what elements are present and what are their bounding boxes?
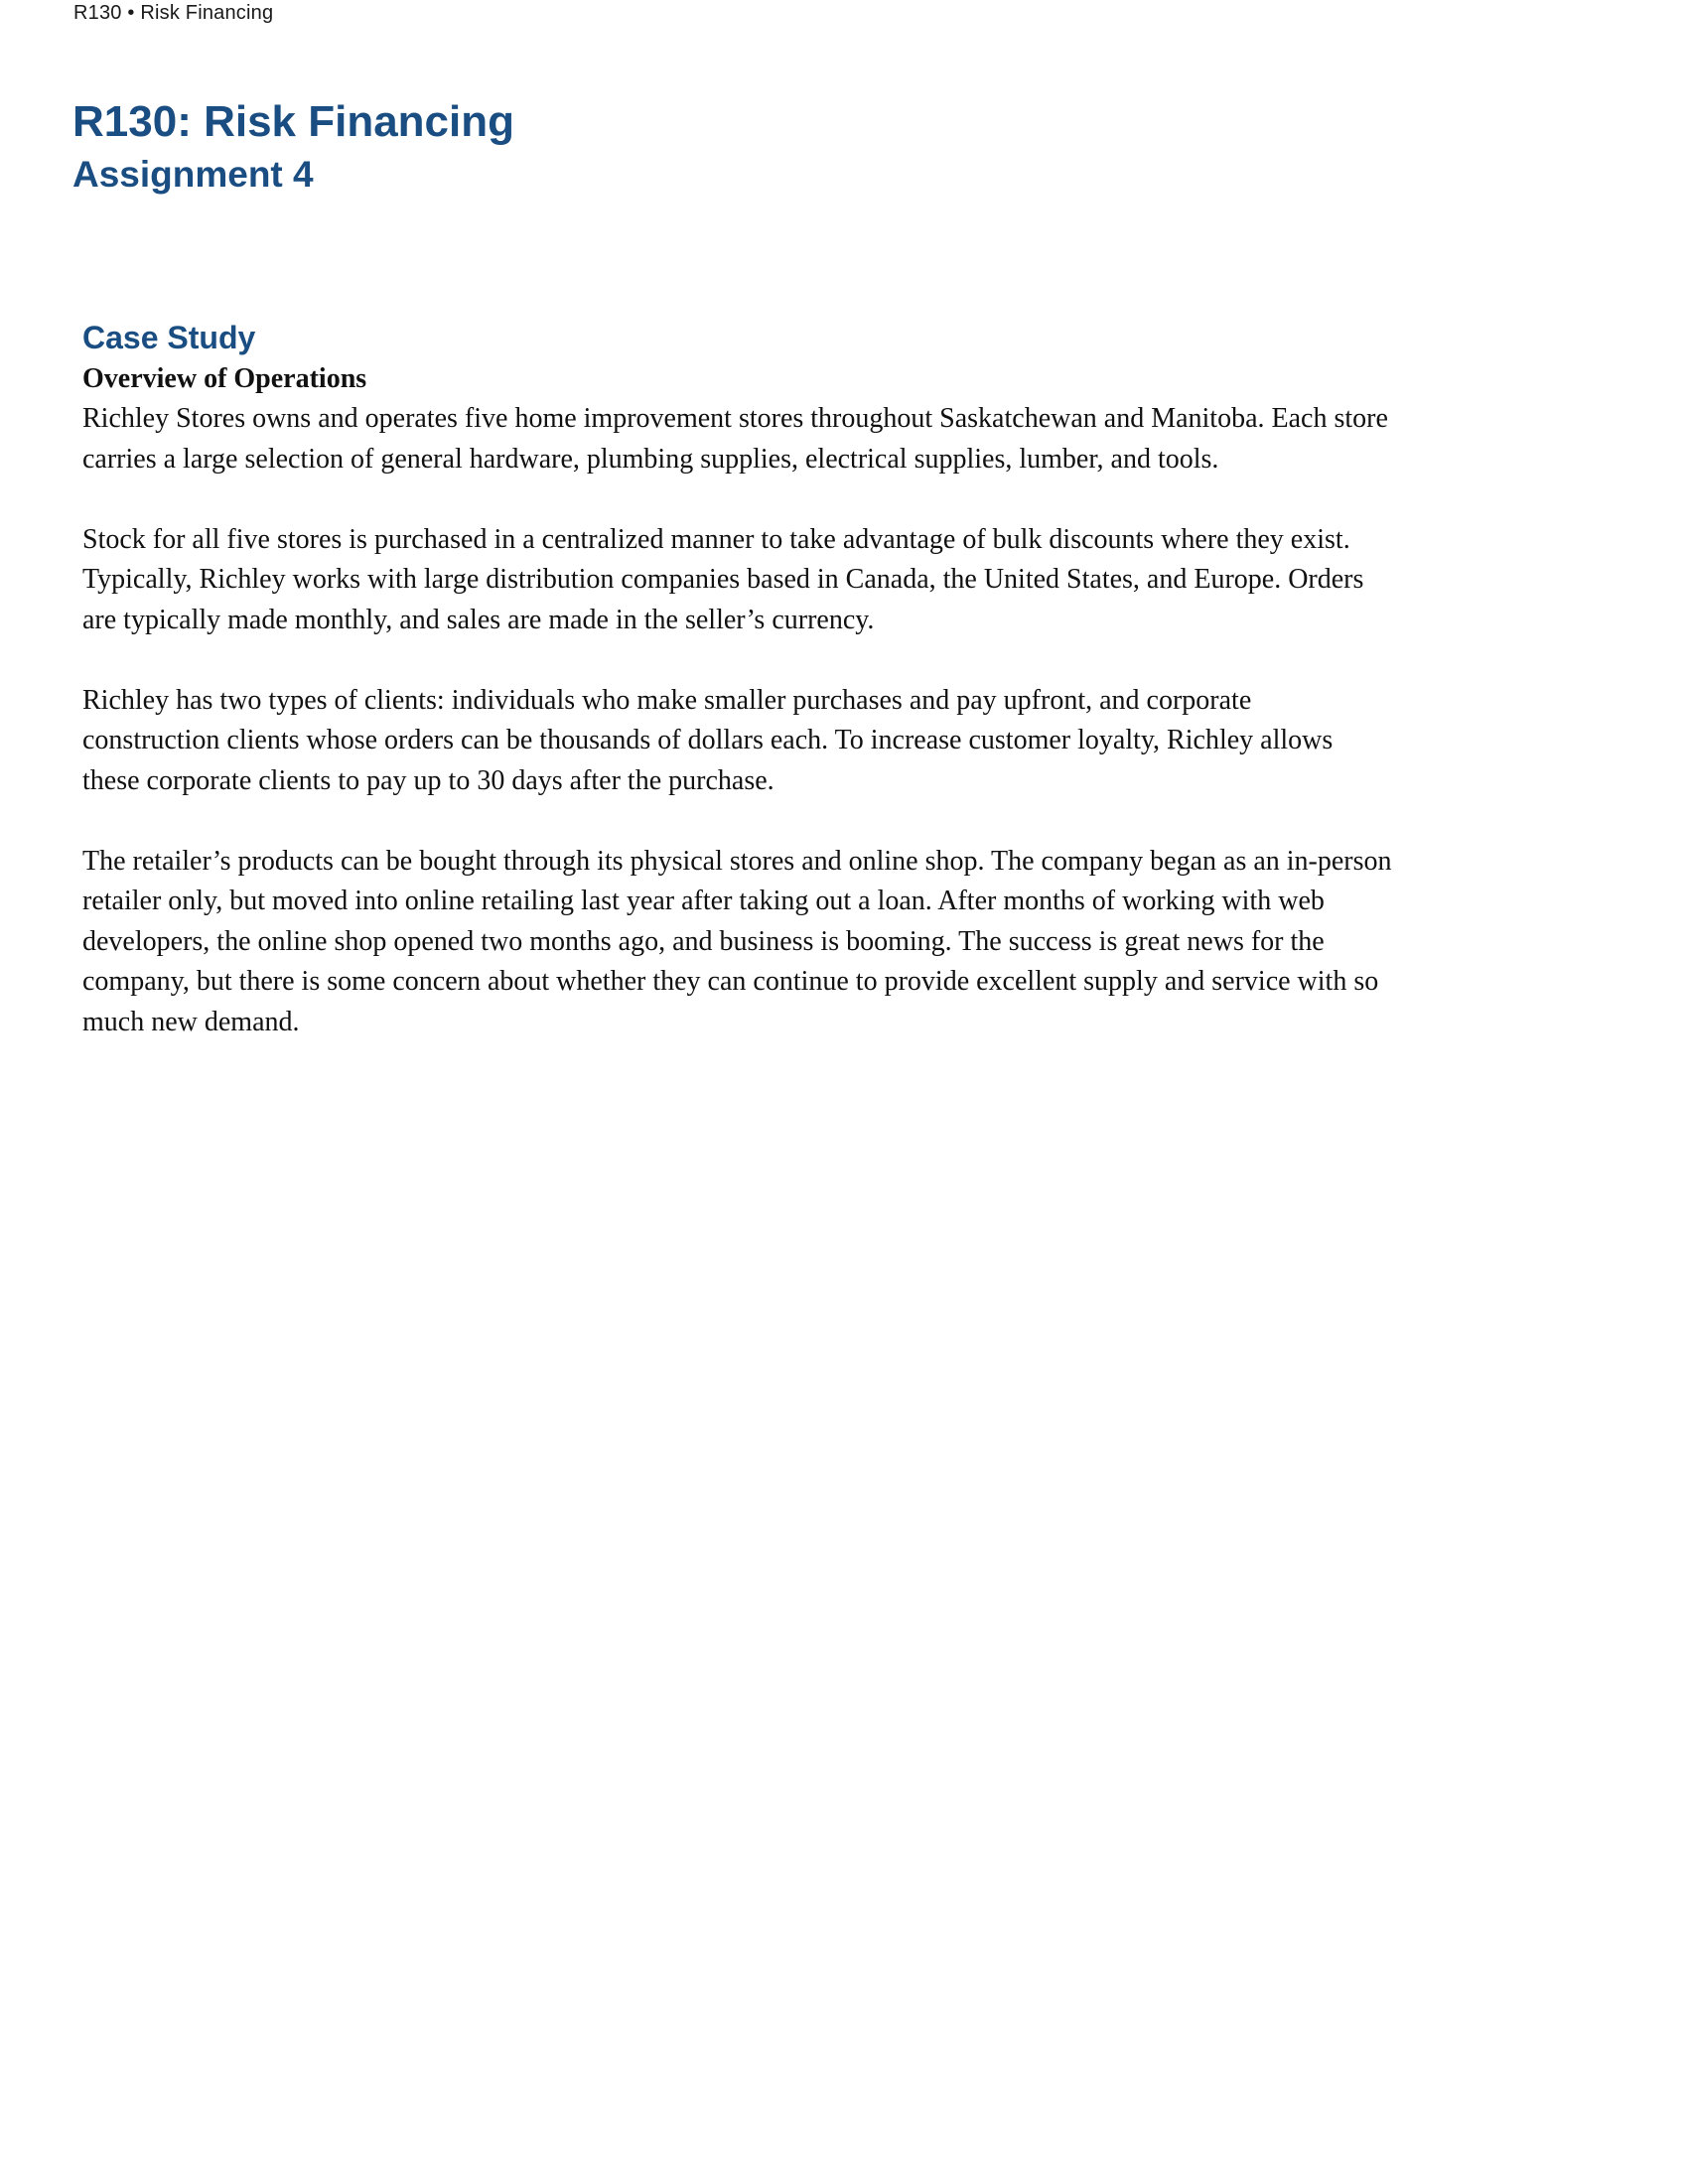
paragraph-clients: Richley has two types of clients: individuals who make smaller purchases and pay upfront, and corporate construction clients whose orders can be thousands of dollars each. To increase customer loyalty, Richley allows these corporate clients to pay up to 30 days after the purchase. (82, 684, 1334, 796)
assignment-subtitle: Assignment 4 (72, 154, 314, 195)
paragraph-purchasing: Stock for all five stores is purchased in a centralized manner to take advantage of bulk discounts where they exist. Typically, Richley works with large distribution companies based in Canada, the United States, and Europe. Orders are typically made monthly, and sales are made in the seller’s currency. (82, 523, 1364, 635)
page-title: R130: Risk Financing (72, 97, 515, 146)
paragraph-operations: Richley Stores owns and operates five home improvement stores throughout Saskatchewan and Manitoba. Each store carries a large selection of general hardware, plumbing supplies, electrical supplies, lumber, and tools. (82, 403, 1388, 475)
paragraph-online-shop: The retailer’s products can be bought through its physical stores and online shop. The company began as an in-person retailer only, but moved into online retailing last year after taking out a loan. After months of working with web developers, the online shop opened two months ago, and business is booming. The success is great news for the company, but there is some concern about whether they can continue to provide excellent supply and service with so much new demand. (82, 845, 1392, 1037)
case-study-section (82, 316, 1393, 1042)
running-header: R130 • Risk Financing (73, 2, 274, 24)
overview-subheading: Overview of Operations (82, 363, 367, 394)
case-study-heading: Case Study (82, 320, 256, 355)
